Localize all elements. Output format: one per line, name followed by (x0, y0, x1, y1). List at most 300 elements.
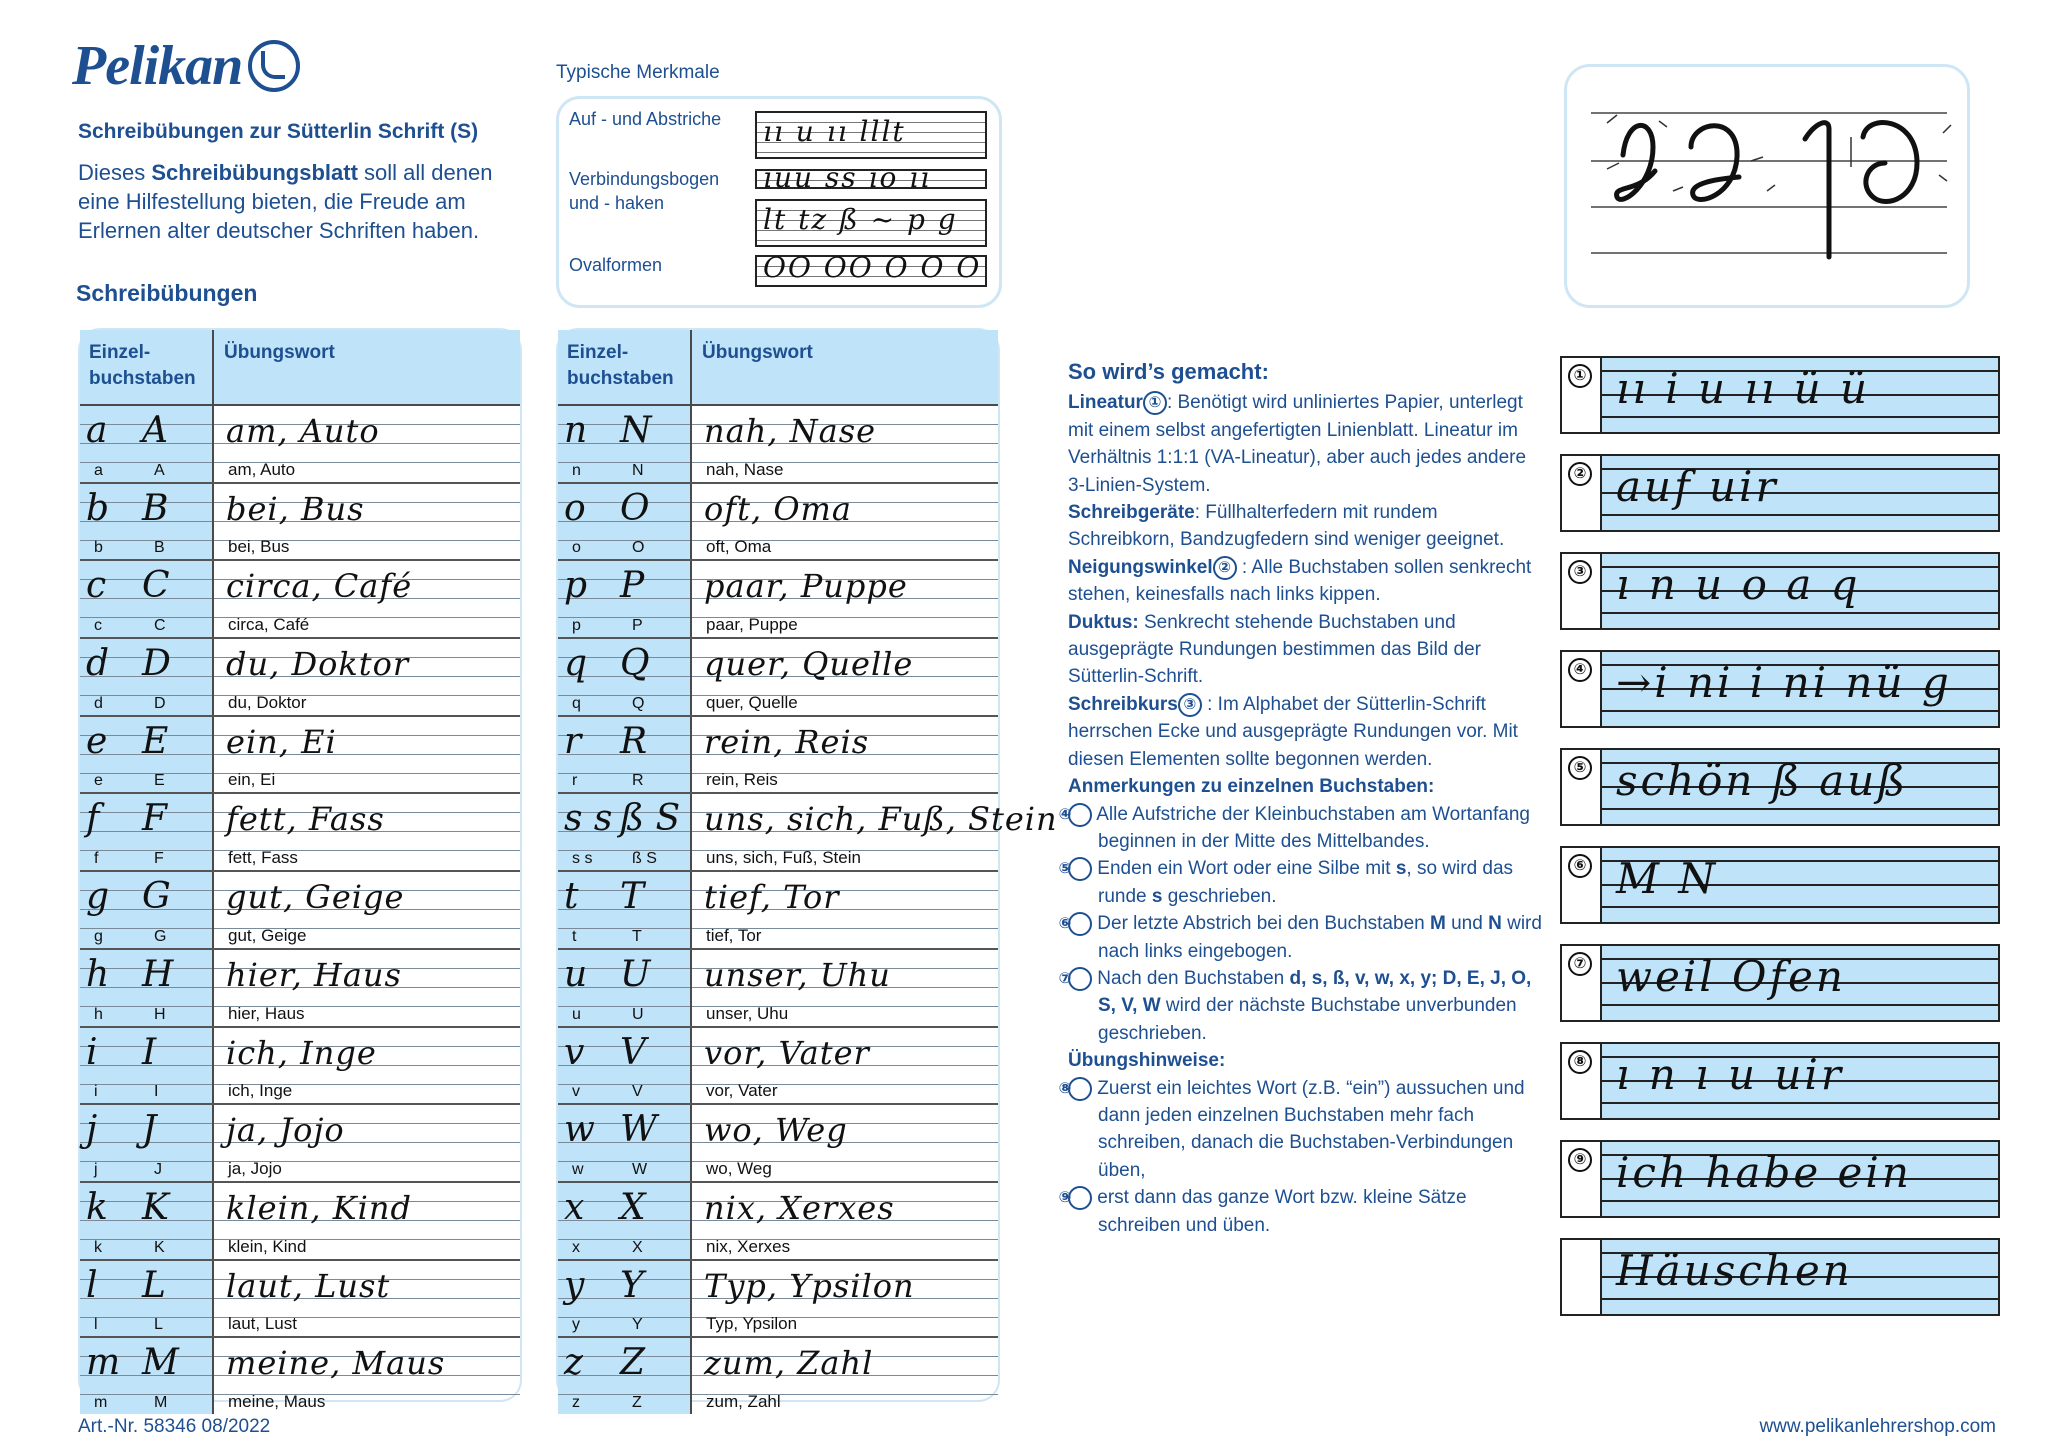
script-word: quer, Quelle (704, 645, 914, 684)
letter-construction-illustration (1564, 64, 1970, 308)
script-upper: I (142, 1031, 157, 1073)
latin-lower: c (94, 617, 102, 635)
latin-lower: s s (572, 850, 593, 868)
script-lower: l (86, 1264, 98, 1306)
latin-word: nah, Nase (706, 459, 784, 479)
script-lower: h (86, 953, 110, 995)
latin-upper: E (154, 772, 165, 790)
latin-lower: p (572, 617, 581, 635)
letter-table-left (78, 328, 522, 1411)
script-word: ein, Ei (226, 722, 337, 761)
latin-lower: b (94, 539, 103, 557)
table-row (558, 484, 998, 562)
table-header (558, 330, 998, 406)
exercise-strip (1560, 748, 2000, 826)
script-upper: T (620, 876, 645, 918)
latin-word: oft, Oma (706, 537, 772, 557)
latin-upper: T (632, 927, 642, 945)
letters-cell (80, 794, 214, 870)
latin-lower: g (94, 927, 103, 945)
letters-cell (80, 484, 214, 560)
script-lower: p (564, 565, 588, 607)
exercise-number: ② (1562, 456, 1602, 530)
latin-upper: G (154, 927, 167, 945)
script-word: nix, Xerxes (704, 1188, 895, 1227)
table-row (80, 1338, 520, 1414)
script-upper: E (142, 720, 169, 762)
latin-word: Typ, Ypsilon (706, 1314, 798, 1334)
script-upper: V (620, 1031, 646, 1073)
script-upper: M (142, 1342, 179, 1384)
note-8: ⑧ Zuerst ein leichtes Wort (z.B. “ein”) aussuchen und dann jeden einzelnen Buchstaben mehr fach schreiben, danach die Buchstaben-Verbindungen üben, (1058, 1077, 1525, 1181)
merkmal-sample: ıuu ss ıo ıı (755, 169, 987, 189)
merkmale-box (556, 96, 1002, 308)
intro-text: Dieses Schreibübungsblatt soll all denen eine Hilfestellung bieten, die Freude am Erlernen alter deutscher Schriften haben. (78, 160, 493, 243)
latin-upper: P (632, 617, 643, 635)
latin-word: uns, sich, Fuß, Stein (706, 848, 861, 868)
latin-word: ich, Inge (228, 1081, 293, 1101)
letters-cell (80, 1183, 214, 1259)
note-7: ⑦ Nach den Buchstaben d, s, ß, v, w, x, y; D, E, J, O, S, V, W wird der nächste Buchstabe unverbunden geschrieben. (1058, 967, 1532, 1044)
script-upper: K (142, 1186, 169, 1228)
exercise-strip (1560, 1140, 2000, 1218)
word-cell (214, 1183, 520, 1259)
latin-upper: I (154, 1083, 159, 1101)
letters-cell (80, 872, 214, 948)
table-row (80, 872, 520, 950)
latin-upper: K (154, 1238, 165, 1256)
latin-lower: r (572, 772, 578, 790)
letters-cell (80, 1105, 214, 1181)
latin-upper: F (154, 850, 164, 868)
latin-lower: z (572, 1393, 580, 1411)
latin-upper: N (632, 461, 644, 479)
exercise-script: weil Ofen (1616, 952, 1846, 1001)
script-upper: D (142, 643, 171, 685)
word-cell (214, 950, 520, 1026)
latin-word: meine, Maus (228, 1391, 326, 1411)
letters-cell (80, 1028, 214, 1104)
script-upper: Z (620, 1342, 646, 1384)
table-row (80, 561, 520, 639)
latin-word: fett, Fass (228, 848, 298, 868)
merkmal-label: Verbindungsbogen und - haken (569, 169, 720, 213)
word-cell (692, 406, 998, 482)
letters-cell (80, 717, 214, 793)
exercise-strip (1560, 1042, 2000, 1120)
word-cell (692, 1105, 998, 1181)
script-word: du, Doktor (226, 645, 410, 684)
latin-upper: ß S (632, 850, 657, 868)
letters-cell (558, 484, 692, 560)
article-number: Art.-Nr. 58346 08/2022 (78, 1416, 271, 1437)
latin-lower: i (94, 1083, 98, 1101)
latin-upper: J (154, 1160, 162, 1178)
script-lower: e (86, 720, 108, 762)
letters-cell (558, 561, 692, 637)
merkmal-label: Auf - und Abstriche (569, 109, 722, 129)
exercise-number: ⑨ (1562, 1142, 1602, 1216)
table-row (80, 639, 520, 717)
script-lower: g (86, 876, 110, 918)
script-word: ich, Inge (226, 1033, 377, 1072)
script-word: unser, Uhu (704, 955, 891, 994)
script-upper: X (620, 1186, 646, 1228)
exercise-script: Häuschen (1616, 1246, 1853, 1295)
page-title: Schreibübungen zur Sütterlin Schrift (S) (78, 120, 479, 143)
table-row (80, 1028, 520, 1106)
letter-table-right (556, 328, 1058, 1411)
note-5: ⑤ Enden ein Wort oder eine Silbe mit s, so wird das runde s geschrieben. (1058, 858, 1514, 907)
table-row (558, 1261, 998, 1339)
latin-lower: l (94, 1316, 98, 1334)
section-title: Schreibübungen (76, 280, 258, 306)
script-word: laut, Lust (226, 1266, 391, 1305)
script-upper: N (620, 410, 652, 451)
script-word: Typ, Ypsilon (704, 1266, 915, 1305)
table-row (558, 561, 998, 639)
latin-lower: t (572, 927, 577, 945)
script-lower: b (86, 487, 110, 529)
script-upper: ß S (620, 798, 681, 840)
letters-cell (80, 1338, 214, 1414)
anmerkungen-heading: Anmerkungen zu einzelnen Buchstaben: (1068, 776, 1435, 798)
duktus-paragraph: Duktus: Senkrecht stehende Buchstaben und ausgeprägte Rundungen bestimmen das Bild der Sütterlin-Schrift. (1068, 611, 1481, 688)
latin-word: unser, Uhu (706, 1003, 789, 1023)
script-lower: w (564, 1109, 595, 1151)
latin-word: wo, Weg (706, 1158, 772, 1178)
latin-upper: X (632, 1238, 643, 1256)
table-row (80, 1261, 520, 1339)
latin-upper: W (632, 1160, 648, 1178)
word-cell (692, 1338, 998, 1414)
exercise-script: ı n u o a q (1616, 560, 1861, 609)
latin-word: hier, Haus (228, 1003, 305, 1023)
word-cell (692, 561, 998, 637)
table-row (558, 639, 998, 717)
kurs-paragraph: Schreibkurs ③ : Im Alphabet der Sütterlin-Schrift herrschen Ecke und ausgeprägte Rundungen vor. Mit diesen Elementen sollte begonnen werden. (1068, 693, 1518, 770)
script-word: meine, Maus (226, 1344, 446, 1383)
merkmal-label: Ovalformen (569, 255, 663, 275)
script-lower: v (564, 1031, 585, 1073)
latin-word: du, Doktor (228, 692, 307, 712)
exercise-strip (1560, 846, 2000, 924)
script-lower: x (564, 1186, 585, 1228)
table-row (80, 406, 520, 484)
col-header-word: Übungswort (224, 342, 335, 363)
exercise-number: ⑥ (1562, 848, 1602, 922)
latin-upper: B (154, 539, 165, 557)
exercise-strip (1560, 356, 2000, 434)
winkel-paragraph: Neigungswinkel ② : Alle Buchstaben sollen senkrecht stehen, keinesfalls nach links kippen. (1068, 556, 1532, 606)
letters-cell (80, 950, 214, 1026)
script-upper: L (142, 1264, 166, 1306)
script-word: paar, Puppe (704, 567, 908, 606)
table-row (558, 872, 998, 950)
latin-lower: f (94, 850, 99, 868)
script-upper: Q (620, 643, 650, 685)
table-row (558, 406, 998, 484)
exercise-number: ③ (1562, 554, 1602, 628)
latin-word: ein, Ei (228, 770, 276, 790)
exercise-number: ⑧ (1562, 1044, 1602, 1118)
word-cell (214, 794, 520, 870)
script-word: zum, Zahl (704, 1344, 874, 1383)
shop-url[interactable]: www.pelikanlehrershop.com (1759, 1416, 1996, 1437)
table-row (558, 1338, 998, 1414)
exercise-strip (1560, 454, 2000, 532)
word-cell (214, 717, 520, 793)
merkmal-sample: ıı u ıı lllt (755, 111, 987, 159)
script-upper: P (620, 565, 645, 607)
exercise-script: ı n ı u uir (1616, 1050, 1844, 1099)
latin-lower: e (94, 772, 103, 790)
script-lower: a (86, 410, 108, 451)
letters-cell (558, 1183, 692, 1259)
table-row (80, 794, 520, 872)
script-upper: Y (620, 1264, 644, 1306)
latin-lower: d (94, 694, 103, 712)
latin-upper: A (154, 461, 165, 479)
letters-cell (558, 639, 692, 715)
table-row (80, 484, 520, 562)
exercise-script: schön ß auß (1616, 756, 1909, 805)
col-header-letters: Einzel- buchstaben (558, 330, 692, 404)
script-word: hier, Haus (226, 955, 402, 994)
exercise-strip (1560, 944, 2000, 1022)
hinweise-heading: Übungshinweise: (1068, 1050, 1226, 1072)
word-cell (214, 872, 520, 948)
word-cell (692, 872, 998, 948)
latin-word: nix, Xerxes (706, 1236, 791, 1256)
exercise-strip (1560, 650, 2000, 728)
script-upper: H (142, 953, 174, 995)
word-cell (214, 406, 520, 482)
script-upper: J (142, 1109, 157, 1151)
script-upper: B (142, 487, 169, 529)
script-lower: s s (564, 798, 613, 840)
word-cell (692, 639, 998, 715)
script-word: rein, Reis (704, 722, 870, 761)
table-row (558, 950, 998, 1028)
col-header-word: Übungswort (702, 342, 813, 363)
col-header-letters: Einzel- buchstaben (80, 330, 214, 404)
word-cell (692, 1183, 998, 1259)
latin-word: quer, Quelle (706, 692, 798, 712)
script-upper: R (620, 720, 648, 762)
letters-cell (558, 1261, 692, 1337)
script-upper: C (142, 565, 170, 607)
note-4: ④ Alle Aufstriche der Kleinbuchstaben am Wortanfang beginnen in der Mitte des Mittelbandes. (1058, 803, 1530, 852)
script-upper: W (620, 1109, 658, 1151)
merkmal-sample: OO OO O O O (755, 255, 987, 287)
latin-lower: m (94, 1393, 108, 1411)
script-lower: c (86, 565, 107, 607)
table-row (80, 950, 520, 1028)
latin-upper: M (154, 1393, 168, 1411)
note-9: ⑨ erst dann das ganze Wort bzw. kleine Sätze schreiben und üben. (1058, 1187, 1467, 1236)
script-word: circa, Café (226, 567, 413, 606)
exercise-script: auf uir (1616, 462, 1779, 511)
latin-word: tief, Tor (706, 925, 762, 945)
word-cell (214, 561, 520, 637)
exercise-script: →i ni i ni nü g (1616, 658, 1952, 707)
table-row (558, 717, 998, 795)
script-word: vor, Vater (704, 1033, 870, 1072)
letters-cell (558, 950, 692, 1026)
latin-upper: O (632, 539, 645, 557)
letters-cell (558, 794, 692, 870)
script-word: nah, Nase (704, 412, 877, 450)
latin-lower: u (572, 1005, 581, 1023)
exercise-script: M N (1616, 854, 1719, 903)
table-row (558, 794, 1058, 872)
latin-lower: x (572, 1238, 580, 1256)
geraete-paragraph: Schreibgeräte: Füllhalterfedern mit rundem Schreibkorn, Bandzugfedern sind weniger geeignet. (1068, 502, 1505, 551)
script-word: fett, Fass (226, 800, 385, 839)
script-word: oft, Oma (704, 489, 852, 528)
latin-upper: C (154, 617, 166, 635)
latin-lower: o (572, 539, 581, 557)
letters-cell (80, 406, 214, 482)
letters-cell (80, 1261, 214, 1337)
letters-cell (558, 1105, 692, 1181)
word-cell (214, 639, 520, 715)
instructions (1058, 358, 1548, 1239)
word-cell (214, 484, 520, 560)
latin-upper: Z (632, 1393, 642, 1411)
script-word: wo, Weg (704, 1111, 848, 1150)
lineatur-paragraph: Lineatur ① : Benötigt wird unliniertes Papier, unterlegt mit einem selbst angefertigten Linienblatt. Lineatur im Verhältnis 1:1:1 (VA-Lineatur), aber auch jedes andere 3-Linien-System. (1068, 392, 1527, 496)
script-lower: q (564, 643, 588, 685)
script-lower: i (86, 1031, 98, 1073)
instructions-heading: So wird’s gemacht: (1068, 359, 1269, 384)
word-cell (692, 794, 1058, 870)
letters-cell (558, 872, 692, 948)
script-upper: F (142, 798, 167, 840)
word-cell (692, 1028, 998, 1104)
pelikan-logo (72, 34, 300, 98)
latin-lower: w (572, 1160, 584, 1178)
table-row (558, 1183, 998, 1261)
letters-cell (80, 639, 214, 715)
script-lower: j (86, 1109, 98, 1151)
letters-cell (80, 561, 214, 637)
script-lower: u (564, 953, 588, 995)
exercise-number: ⑦ (1562, 946, 1602, 1020)
note-6: ⑥ Der letzte Abstrich bei den Buchstaben M und N wird nach links eingebogen. (1058, 913, 1542, 962)
script-lower: z (564, 1342, 583, 1384)
latin-word: klein, Kind (228, 1236, 307, 1256)
pelican-logo-icon (248, 40, 300, 92)
latin-upper: D (154, 694, 166, 712)
latin-word: laut, Lust (228, 1314, 297, 1334)
word-cell (214, 1028, 520, 1104)
script-upper: U (620, 953, 651, 995)
script-lower: f (86, 798, 100, 840)
word-cell (214, 1261, 520, 1337)
merkmale-title: Typische Merkmale (556, 62, 720, 83)
latin-word: zum, Zahl (706, 1391, 781, 1411)
script-word: tief, Tor (704, 878, 840, 917)
script-lower: k (86, 1186, 108, 1228)
table-header (80, 330, 520, 406)
script-word: ja, Jojo (226, 1111, 345, 1150)
word-cell (692, 717, 998, 793)
latin-word: vor, Vater (706, 1081, 778, 1101)
script-upper: O (620, 487, 650, 529)
latin-word: rein, Reis (706, 770, 778, 790)
script-lower: d (86, 643, 110, 685)
script-lower: o (564, 487, 586, 529)
latin-lower: v (572, 1083, 580, 1101)
table-row (558, 1105, 998, 1183)
exercise-number: ① (1562, 358, 1602, 432)
latin-upper: H (154, 1005, 166, 1023)
exercise-number (1562, 1240, 1602, 1314)
script-word: gut, Geige (226, 878, 405, 917)
table-row (558, 1028, 998, 1106)
script-upper: A (142, 410, 168, 451)
exercise-number: ⑤ (1562, 750, 1602, 824)
letters-cell (558, 717, 692, 793)
latin-upper: U (632, 1005, 644, 1023)
script-word: klein, Kind (226, 1188, 412, 1227)
word-cell (692, 484, 998, 560)
brand-name: Pelikan (72, 35, 243, 97)
latin-lower: j (94, 1160, 98, 1178)
script-lower: y (564, 1264, 585, 1306)
word-cell (692, 950, 998, 1026)
latin-upper: R (632, 772, 644, 790)
script-lower: n (564, 410, 588, 451)
script-word: bei, Bus (226, 489, 365, 528)
latin-lower: q (572, 694, 581, 712)
script-upper: G (142, 876, 171, 918)
latin-upper: V (632, 1083, 643, 1101)
latin-word: am, Auto (228, 459, 296, 479)
latin-upper: Q (632, 694, 645, 712)
word-cell (214, 1105, 520, 1181)
merkmal-sample: lt tz ß ~ p g (755, 199, 987, 247)
latin-lower: a (94, 461, 103, 479)
table-row (80, 1183, 520, 1261)
script-lower: t (564, 876, 579, 918)
exercise-number: ④ (1562, 652, 1602, 726)
script-lower: r (564, 720, 582, 762)
latin-upper: L (154, 1316, 163, 1334)
latin-lower: y (572, 1316, 580, 1334)
latin-lower: h (94, 1005, 103, 1023)
latin-word: gut, Geige (228, 925, 307, 945)
exercise-strip (1560, 1238, 2000, 1316)
latin-lower: n (572, 461, 581, 479)
latin-word: ja, Jojo (228, 1158, 282, 1178)
exercise-script: ıı i u ıı ü ü (1616, 364, 1871, 413)
latin-word: circa, Café (228, 615, 310, 635)
letters-cell (558, 1028, 692, 1104)
script-word: uns, sich, Fuß, Stein (704, 800, 1058, 839)
letters-cell (558, 1338, 692, 1414)
word-cell (214, 1338, 520, 1414)
exercise-script: ich habe ein (1616, 1148, 1912, 1197)
exercise-strip (1560, 552, 2000, 630)
letters-cell (558, 406, 692, 482)
script-lower: m (86, 1342, 121, 1384)
table-row (80, 717, 520, 795)
latin-word: bei, Bus (228, 537, 290, 557)
script-word: am, Auto (226, 412, 380, 450)
